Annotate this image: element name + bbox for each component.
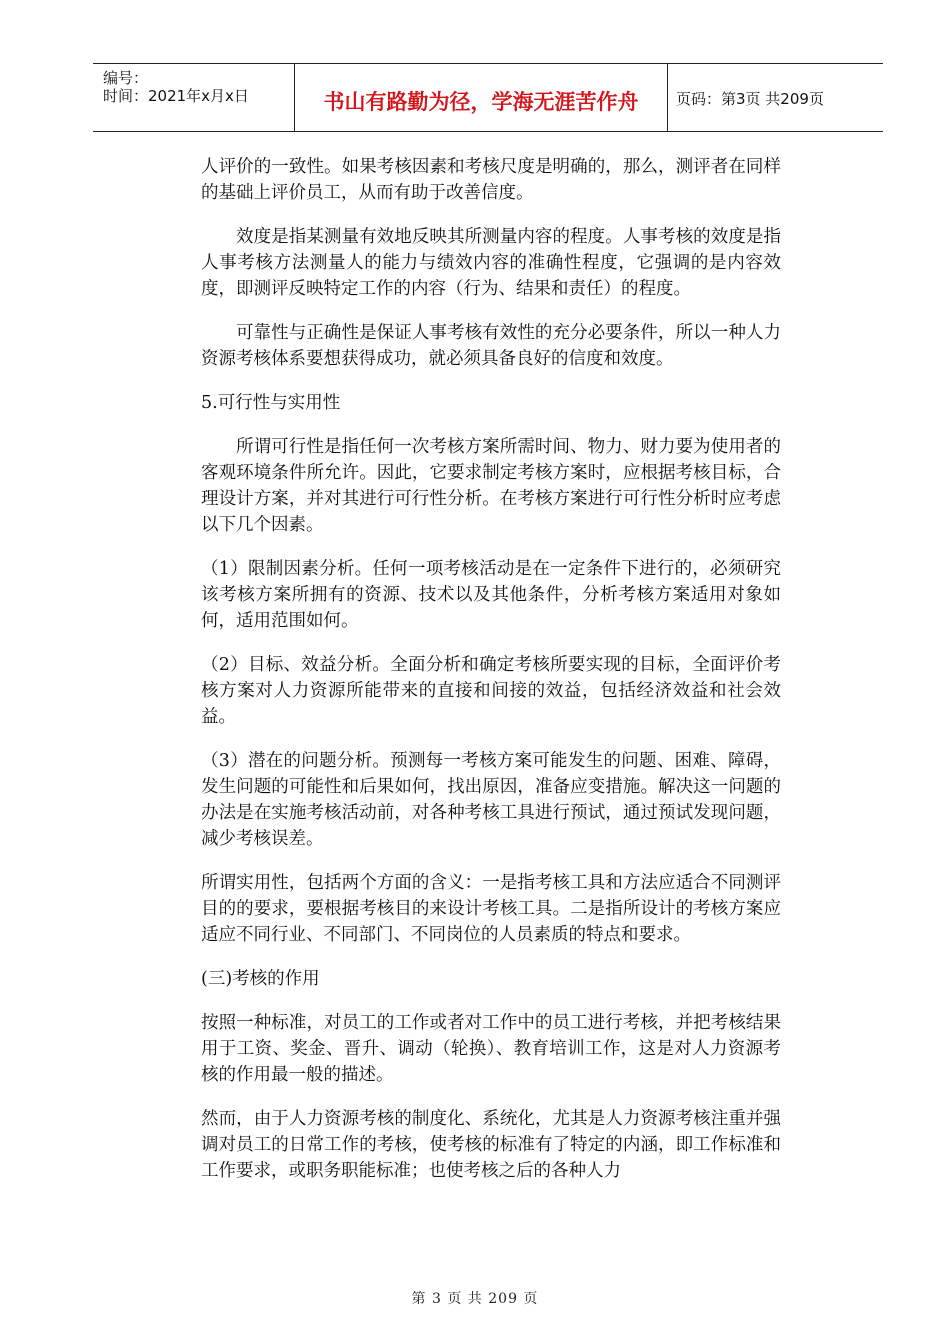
paragraph: 然而，由于人力资源考核的制度化、系统化，尤其是人力资源考核注重并强调对员工的日常工作的考核，使考核的标准有了特定的内涵，即工作标准和工作要求，或职务职能标准；也使考核之后的各种人力 xyxy=(201,1109,781,1181)
header-motto-cell xyxy=(295,64,668,131)
header-page-cell xyxy=(668,64,883,131)
page-footer: 第 3 页 共 209 页 xyxy=(411,1291,539,1307)
paragraph: 按照一种标准，对员工的工作或者对工作中的员工进行考核，并把考核结果用于工资、奖金、晋升、调动（轮换）、教育培训工作，这是对人力资源考核的作用最一般的描述。 xyxy=(201,1013,781,1085)
paragraph: 所谓可行性是指任何一次考核方案所需时间、物力、财力要为使用者的客观环境条件所允许。因此，它要求制定考核方案时，应根据考核目标，合理设计方案，并对其进行可行性分析。在考核方案进行可行性分析时应考虑以下几个因素。 xyxy=(201,437,781,535)
section-heading: 5.可行性与实用性 xyxy=(201,393,341,413)
number-label: 编号： xyxy=(103,69,149,87)
paragraph: 所谓实用性，包括两个方面的含义：一是指考核工具和方法应适合不同测评目的的要求，要根据考核目的来设计考核工具。二是指所设计的考核方案应适应不同行业、不同部门、不同岗位的人员素质的特点和要求。 xyxy=(201,873,781,945)
header-motto: 书山有路勤为径，学海无涯苦作舟 xyxy=(323,90,639,114)
list-item: （2）目标、效益分析。全面分析和确定考核所要实现的目标，全面评价考核方案对人力资源所能带来的直接和间接的效益，包括经济效益和社会效益。 xyxy=(201,655,781,727)
document-body xyxy=(201,154,781,1202)
list-item: （3）潜在的问题分析。预测每一考核方案可能发生的问题、困难、障碍，发生问题的可能性和后果如何，找出原因，准备应变措施。解决这一问题的办法是在实施考核活动前，对各种考核工具进行预试，通过预试发现问题，减少考核误差。 xyxy=(201,751,781,849)
paragraph: 可靠性与正确性是保证人事考核有效性的充分必要条件，所以一种人力资源考核体系要想获得成功，就必须具备良好的信度和效度。 xyxy=(201,323,781,369)
section-heading: (三)考核的作用 xyxy=(201,969,320,989)
time-label: 时间：2021年x月x日 xyxy=(103,87,249,105)
document-header xyxy=(93,63,883,132)
header-page-info: 页码：第3页 共209页 xyxy=(676,90,824,108)
paragraph: 效度是指某测量有效地反映其所测量内容的程度。人事考核的效度是指人事考核方法测量人的能力与绩效内容的准确性程度，它强调的是内容效度，即测评反映特定工作的内容（行为、结果和责任）的程度。 xyxy=(201,227,781,299)
list-item: （1）限制因素分析。任何一项考核活动是在一定条件下进行的，必须研究该考核方案所拥有的资源、技术以及其他条件，分析考核方案适用对象如何，适用范围如何。 xyxy=(201,559,781,631)
header-left-cell xyxy=(93,64,295,131)
paragraph: 人评价的一致性。如果考核因素和考核尺度是明确的，那么，测评者在同样的基础上评价员工，从而有助于改善信度。 xyxy=(201,157,781,203)
